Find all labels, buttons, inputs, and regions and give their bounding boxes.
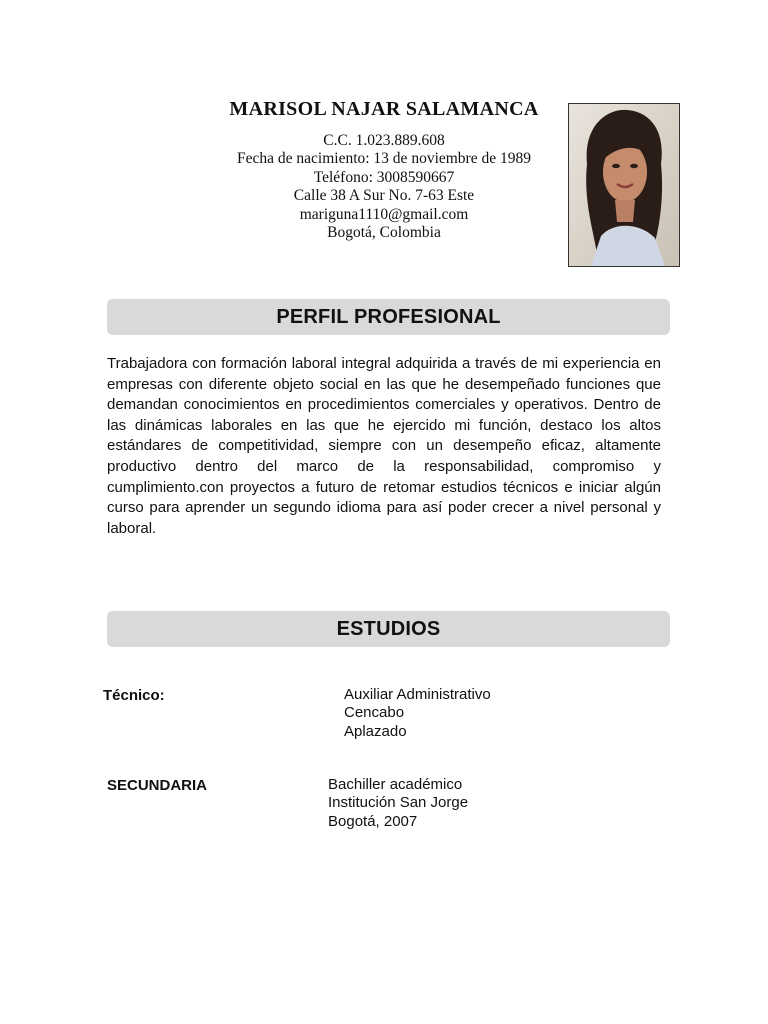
id-number: C.C. 1.023.889.608 — [323, 132, 445, 149]
profile-photo — [568, 103, 680, 267]
education-line: Cencabo — [344, 704, 405, 722]
education-label-technical: Técnico: — [103, 687, 165, 704]
email: mariguna1110@gmail.com — [299, 205, 469, 223]
cv-header — [196, 98, 572, 242]
address: Calle 38 A Sur No. 7-63 Este — [293, 187, 475, 205]
city: Bogotá, Colombia — [327, 224, 441, 242]
education-line: Bogotá, 2007 — [328, 812, 418, 830]
profile-summary: Trabajadora con formación laboral integral adquirida a través de mi experiencia en empresas con diferente objeto social en las que he desempeñado funciones que demandan conocimientos en procedimientos comerciales y operativos. Dentro de las dinámicas laborales en las que he ejercido mi función, destaco los altos estándares de competitividad, siempre con un desempeño eficaz, altamente productivo dentro del marco de la responsabilidad, compromiso y cumplimiento.con proyectos a futuro de retomar estudios técnicos e iniciar algún curso para aprender un segundo idioma para así poder crecer a nivel personal y laboral. — [107, 355, 661, 537]
section-title-education: ESTUDIOS — [336, 617, 441, 640]
section-title-profile: PERFIL PROFESIONAL — [276, 305, 501, 328]
education-entry-secondary — [328, 776, 468, 831]
phone: Teléfono: 3008590667 — [313, 168, 455, 186]
full-name: MARISOL NAJAR SALAMANCA — [229, 98, 539, 120]
education-line: Aplazado — [344, 722, 407, 740]
education-label-secondary: SECUNDARIA — [107, 777, 208, 794]
education-entry-technical — [344, 686, 491, 741]
section-education — [107, 611, 670, 647]
education-line: Auxiliar Administrativo — [344, 686, 491, 703]
portrait-image — [569, 104, 679, 266]
birth-date: Fecha de nacimiento: 13 de noviembre de 1989 — [237, 150, 531, 168]
education-line: Bachiller académico — [328, 776, 463, 793]
education-line: Institución San Jorge — [328, 794, 469, 812]
section-profile — [107, 299, 670, 335]
